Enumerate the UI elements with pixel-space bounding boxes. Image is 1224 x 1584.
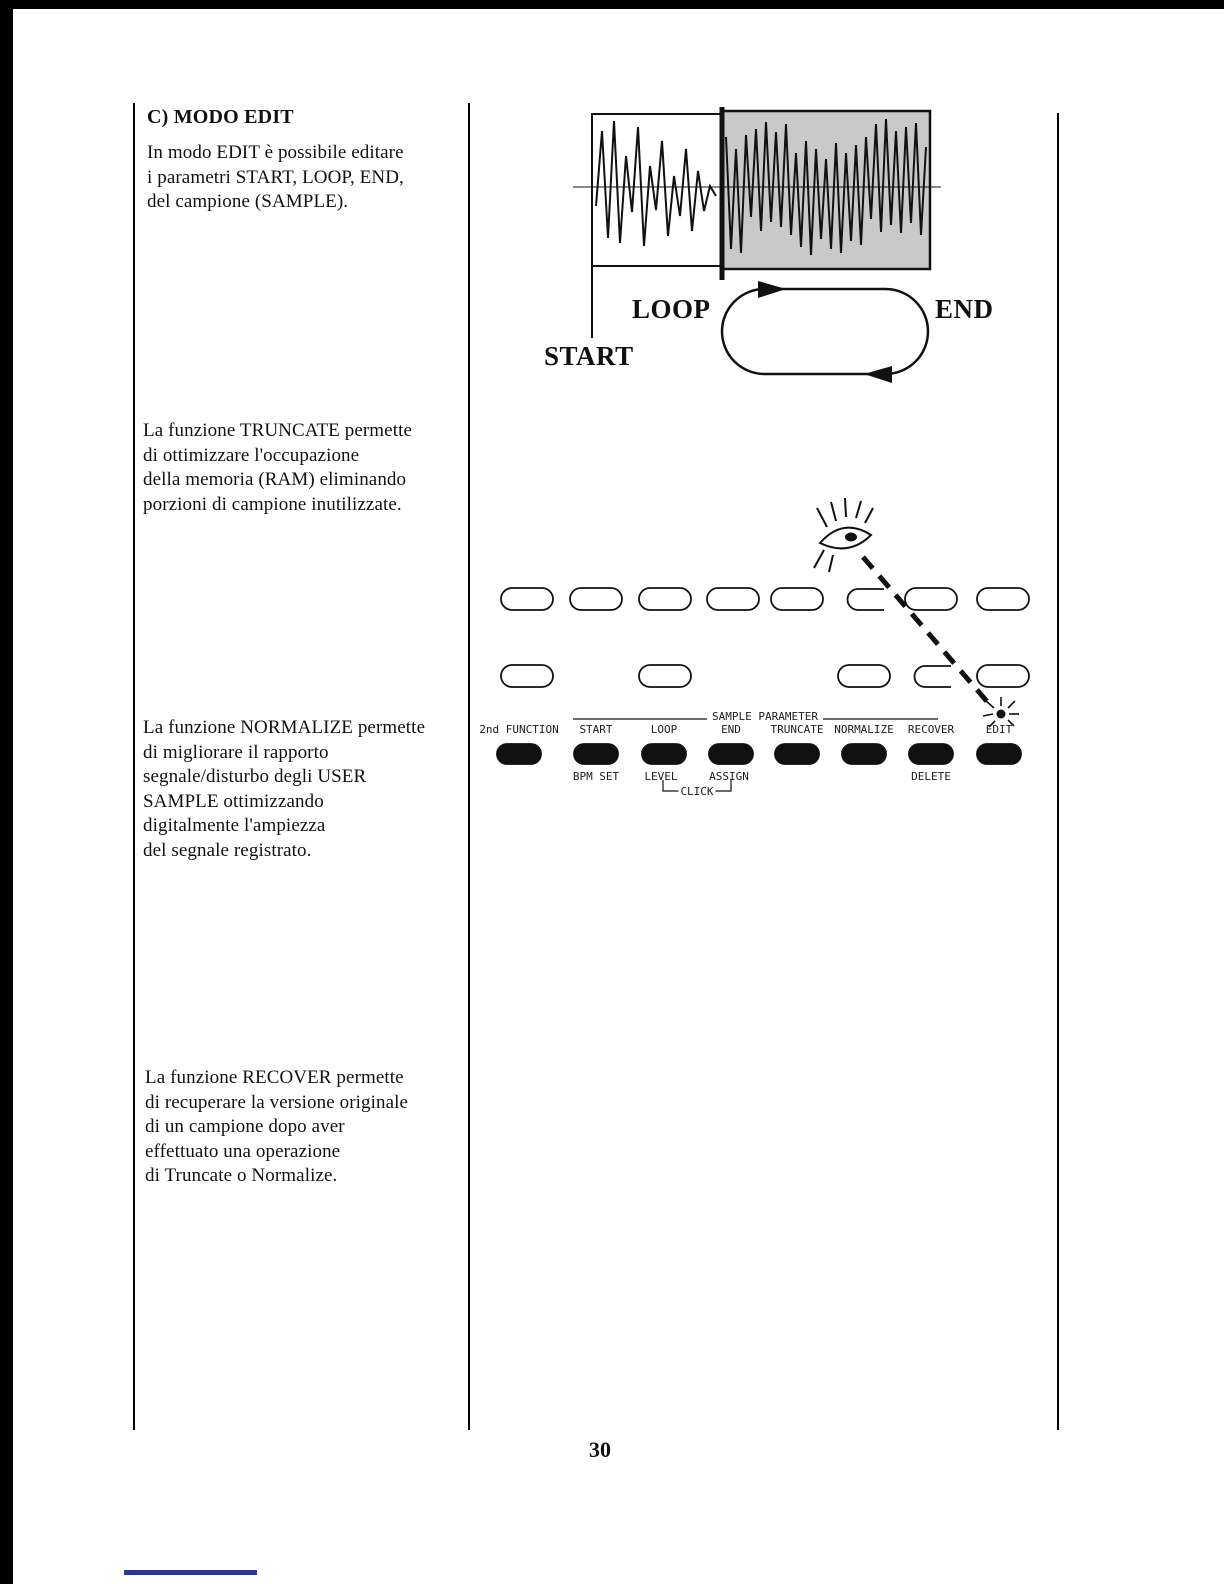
sample-parameter-label: SAMPLE PARAMETER <box>707 710 823 723</box>
indicator-hole <box>669 641 679 651</box>
loop-arrow-back <box>864 366 892 383</box>
paragraph-line: In modo EDIT è possibile editare <box>147 142 404 163</box>
paragraph-line: La funzione NORMALIZE permette <box>143 717 426 738</box>
panel-figure <box>497 498 1029 791</box>
panel-label-recover: RECOVER <box>907 723 955 736</box>
panel-label-level: LEVEL <box>644 770 678 783</box>
normalize-paragraph <box>143 716 425 863</box>
paragraph-line: segnale/disturbo degli USER <box>143 766 367 787</box>
pointer-dashed-line <box>863 557 990 705</box>
panel-label-truncate: TRUNCATE <box>770 723 824 736</box>
function-buttons <box>497 744 1021 764</box>
loop-arrow-forward <box>758 281 786 298</box>
paragraph-line: di recuperare la versione originale <box>145 1091 409 1113</box>
panel-label-start: START <box>579 723 613 736</box>
waveform-figure <box>573 107 941 338</box>
panel-label-2nd-function: 2nd FUNCTION <box>479 723 559 736</box>
paragraph-line: i parametri START, LOOP, END, <box>147 166 404 188</box>
paragraph-line: di un campione dopo aver <box>145 1116 345 1137</box>
paragraph-line: del segnale registrato. <box>143 839 312 861</box>
recover-paragraph <box>145 1066 408 1189</box>
indicator-hole <box>995 558 1005 568</box>
loop-label: LOOP <box>632 294 711 324</box>
paragraph-line: di migliorare il rapporto <box>143 741 329 763</box>
indicator-hole <box>647 641 657 651</box>
button-start <box>574 744 618 764</box>
button-end <box>709 744 753 764</box>
panel-label-loop: LOOP <box>650 723 678 736</box>
section-heading: C) MODO EDIT <box>147 106 294 128</box>
panel-label-end: END <box>721 723 741 736</box>
button-normalize <box>842 744 886 764</box>
paragraph-line: della memoria (RAM) eliminando <box>143 469 407 490</box>
paragraph-line: del campione (SAMPLE). <box>147 191 349 212</box>
paragraph-line: digitalmente l'ampiezza <box>143 815 326 836</box>
paragraph-line: La funzione TRUNCATE permette <box>143 420 413 441</box>
paragraph-line: di ottimizzare l'occupazione <box>143 444 360 466</box>
page-number: 30 <box>589 1437 611 1462</box>
panel-label-assign: ASSIGN <box>709 770 749 783</box>
end-label: END <box>935 294 994 324</box>
button-truncate <box>775 744 819 764</box>
paragraph-line: di Truncate o Normalize. <box>145 1165 338 1186</box>
panel-label-bpm-set: BPM SET <box>572 770 620 783</box>
truncate-paragraph <box>143 419 412 517</box>
button-2nd-function <box>497 744 541 764</box>
paragraph-line: effettuato una operazione <box>145 1140 341 1162</box>
button-edit <box>977 744 1021 764</box>
panel-label-normalize: NORMALIZE <box>834 723 894 736</box>
start-label: START <box>544 341 634 371</box>
paragraph-line: SAMPLE ottimizzando <box>143 790 324 812</box>
panel-label-edit: EDIT <box>985 723 1013 736</box>
button-recover <box>909 744 953 764</box>
paragraph-line: porzioni di campione inutilizzate. <box>143 493 402 515</box>
partial-pill <box>915 666 952 687</box>
partial-pill <box>848 589 885 610</box>
button-loop <box>642 744 686 764</box>
panel-label-click: CLICK <box>680 785 714 798</box>
loop-cycle-diagram <box>722 281 928 383</box>
indicator-hole <box>995 641 1005 651</box>
intro-paragraph <box>147 141 404 215</box>
panel-label-delete: DELETE <box>911 770 951 783</box>
paragraph-line: La funzione RECOVER permette <box>145 1067 404 1088</box>
